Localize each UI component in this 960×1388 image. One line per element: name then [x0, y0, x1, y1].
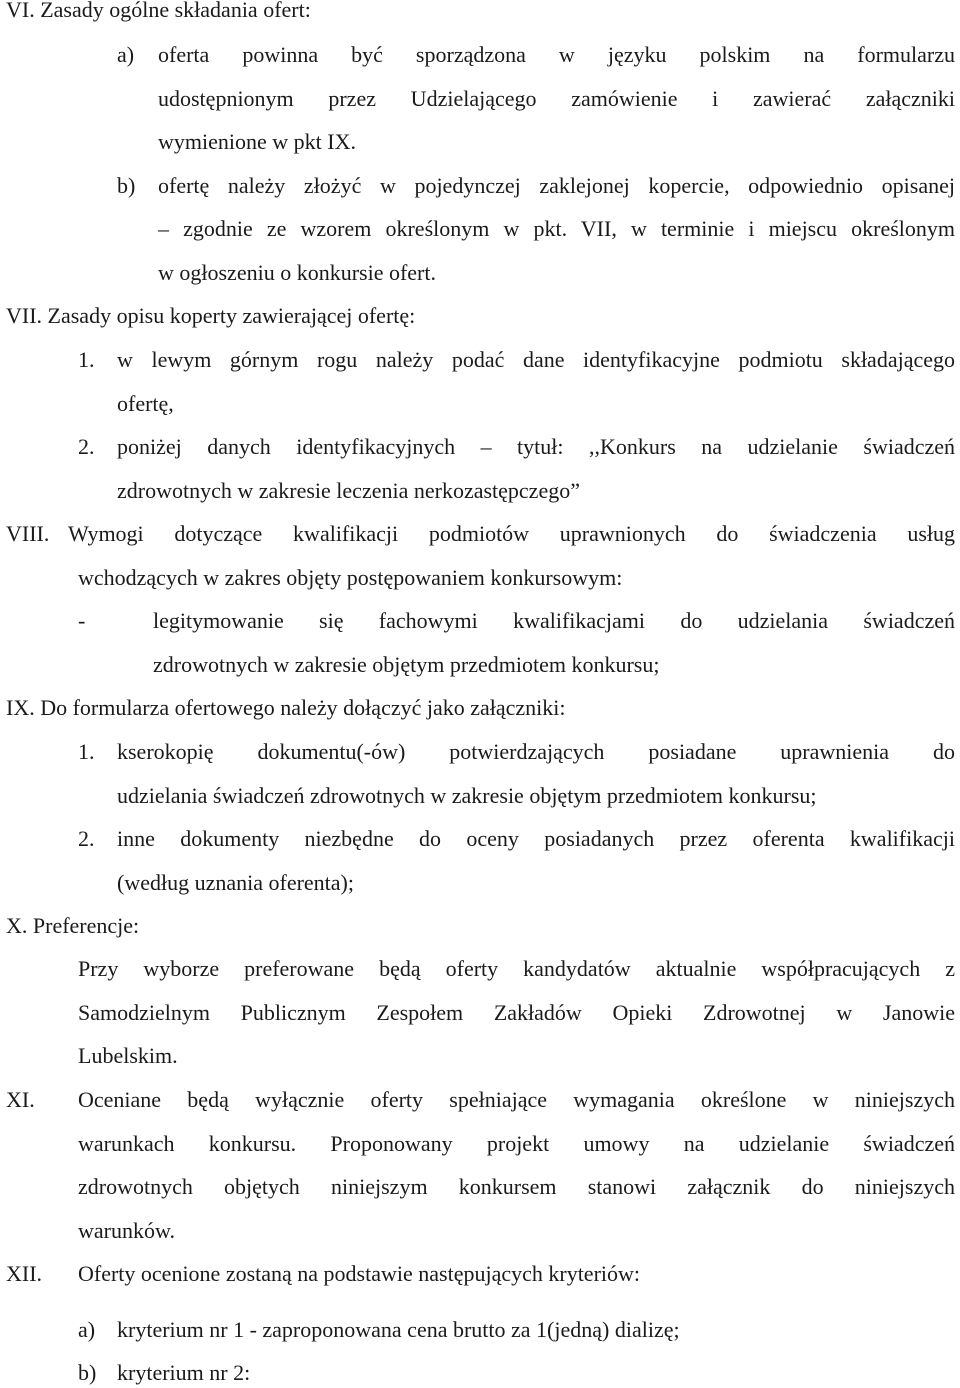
section-xi-line: warunkach konkursu. Proponowany projekt umowy na udzielanie świadczeń	[78, 1131, 955, 1156]
section-ix-item-2-marker: 2.	[78, 826, 95, 851]
section-xii-item-b-text: kryterium nr 2:	[117, 1360, 251, 1385]
section-ix-item-1-line: kserokopię dokumentu(-ów) potwierdzających posiadane uprawnienia do	[117, 739, 955, 764]
section-ix-item-1-marker: 1.	[78, 739, 95, 764]
section-x-line: Samodzielnym Publicznym Zespołem Zakładów Opieki Zdrowotnej w Janowie	[78, 1000, 955, 1025]
section-xi-line: warunków.	[78, 1218, 175, 1243]
section-vii-item-1-marker: 1.	[78, 347, 95, 372]
section-x-line: Przy wyborze preferowane będą oferty kandydatów aktualnie współpracujących z	[78, 956, 955, 981]
section-xii-item-a-text: kryterium nr 1 - zaproponowana cena brutto za 1(jedną) dializę;	[117, 1317, 680, 1342]
section-vii-item-1-line: w lewym górnym rogu należy podać dane identyfikacyjne podmiotu składającego	[117, 347, 955, 372]
section-ix-item-1-line: udzielania świadczeń zdrowotnych w zakresie objętym przedmiotem konkursu;	[117, 783, 817, 808]
section-x-line: Lubelskim.	[78, 1043, 178, 1068]
section-xii-line: Oferty ocenione zostaną na podstawie następujących kryteriów:	[78, 1261, 641, 1286]
section-xii-item-b-marker: b)	[78, 1360, 97, 1385]
section-vii-heading: VII. Zasady opisu koperty zawierającej ofertę:	[6, 303, 416, 328]
section-vi-item-b-line: – zgodnie ze wzorem określonym w pkt. VII, w terminie i miejscu określonym	[158, 216, 955, 241]
section-viii-line: wchodzących w zakres objęty postępowaniem konkursowym:	[78, 565, 623, 590]
section-ix-item-2-line: inne dokumenty niezbędne do oceny posiadanych przez oferenta kwalifikacji	[117, 826, 955, 851]
section-viii-line: Wymogi dotyczące kwalifikacji podmiotów uprawnionych do świadczenia usług	[68, 521, 955, 546]
section-viii-item-line: zdrowotnych w zakresie objętym przedmiotem konkursu;	[153, 652, 660, 677]
section-vi-heading: VI. Zasady ogólne składania ofert:	[6, 0, 311, 22]
section-vi-item-b-line: w ogłoszeniu o konkursie ofert.	[158, 260, 436, 285]
section-vi-item-a-line: wymienione w pkt IX.	[158, 129, 356, 154]
section-xi-line: zdrowotnych objętych niniejszym konkursem stanowi załącznik do niniejszych	[78, 1174, 955, 1199]
section-xii-item-a-marker: a)	[78, 1317, 96, 1342]
section-viii-numeral: VIII.	[6, 521, 50, 546]
section-x-heading: X. Preferencje:	[6, 913, 140, 938]
section-vii-item-1-line: ofertę,	[117, 391, 174, 416]
section-vi-item-b-marker: b)	[117, 173, 136, 198]
section-vii-item-2-line: poniżej danych identyfikacyjnych – tytuł: ,,Konkurs na udzielanie świadczeń	[117, 434, 955, 459]
section-vi-item-a-line: oferta powinna być sporządzona w języku polskim na formularzu	[158, 42, 955, 67]
section-ix-item-2-line: (według uznania oferenta);	[117, 870, 354, 895]
section-viii-item-marker: -	[78, 608, 86, 633]
section-xii-numeral: XII.	[6, 1261, 43, 1286]
section-vii-item-2-line: zdrowotnych w zakresie leczenia nerkozastępczego”	[117, 478, 580, 503]
section-vi-item-b-line: ofertę należy złożyć w pojedynczej zaklejonej kopercie, odpowiednio opisanej	[158, 173, 955, 198]
section-vi-item-a-marker: a)	[117, 42, 135, 67]
section-xi-line: Oceniane będą wyłącznie oferty spełniające wymagania określone w niniejszych	[78, 1087, 955, 1112]
section-vii-item-2-marker: 2.	[78, 434, 95, 459]
section-viii-item-line: legitymowanie się fachowymi kwalifikacjami do udzielania świadczeń	[153, 608, 955, 633]
section-ix-heading: IX. Do formularza ofertowego należy dołączyć jako załączniki:	[6, 695, 566, 720]
section-xi-numeral: XI.	[6, 1087, 35, 1112]
section-vi-item-a-line: udostępnionym przez Udzielającego zamówienie i zawierać załączniki	[158, 86, 955, 111]
